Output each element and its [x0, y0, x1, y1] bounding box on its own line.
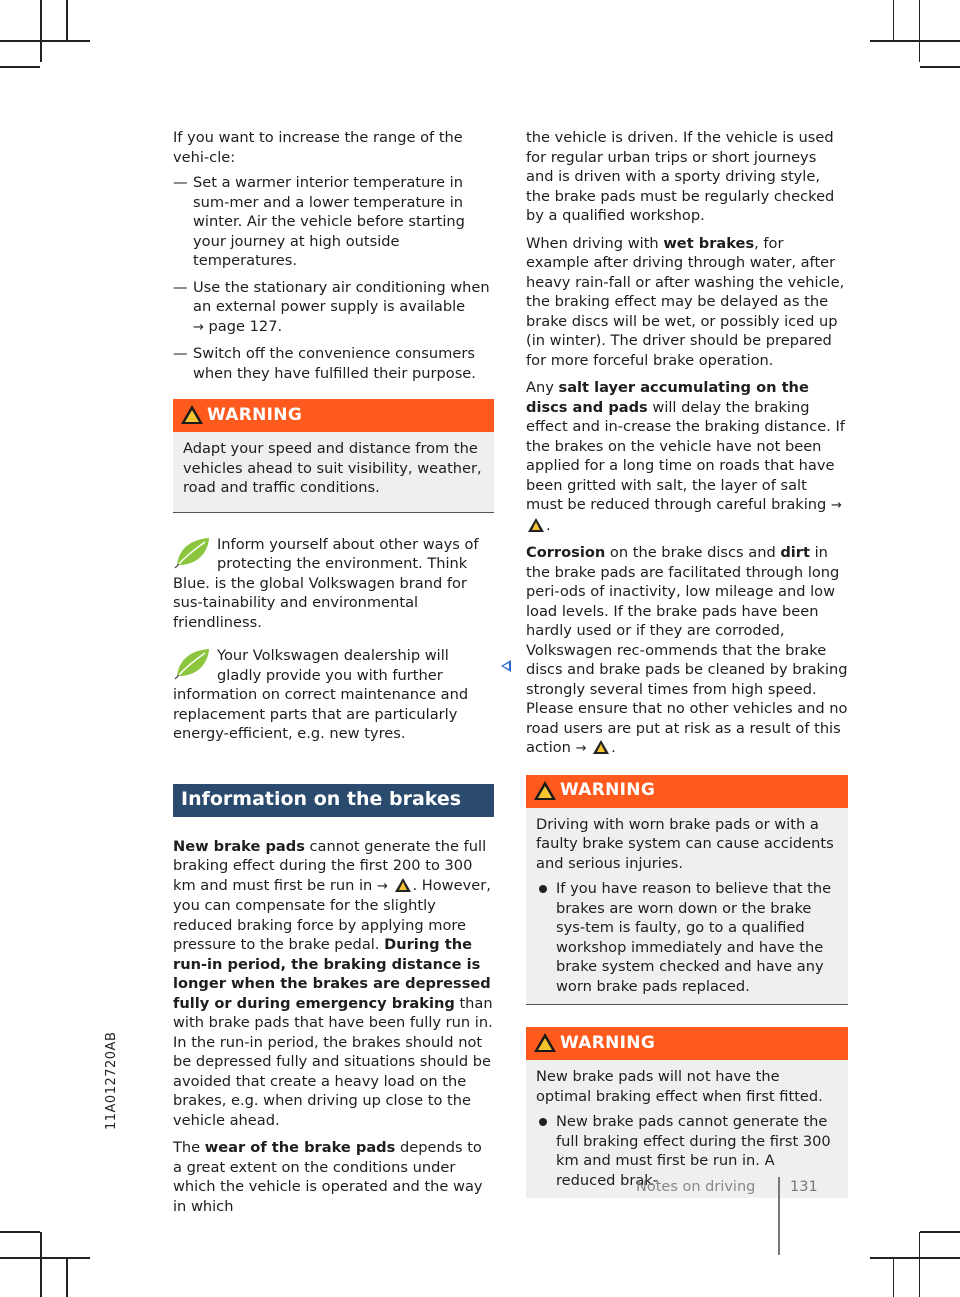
end-of-section-marker-icon	[501, 660, 511, 672]
bullet-text: New brake pads cannot generate the full braking effect during the first 300 km and must first be run in. A reduced brak-	[556, 1113, 831, 1189]
text-span: depends to a great extent on the conditions under which the vehicle is operated and the way in which	[173, 1139, 483, 1215]
arrow-icon: →	[193, 319, 204, 335]
crop-mark	[0, 40, 90, 42]
bullet-text: If you have reason to believe that the brakes are worn down or the brake sys-tem is faulty, go to a qualified workshop immediately and have the brake system checked and have any worn brake pads replaced.	[556, 880, 832, 995]
warning-bullet	[536, 879, 838, 996]
left-column	[173, 128, 494, 1224]
warning-text: New brake pads will not have the optimal braking effect when first fitted.	[536, 1068, 823, 1105]
paragraph	[173, 1138, 494, 1216]
crop-mark	[920, 1231, 960, 1233]
warning-box	[526, 775, 848, 1006]
section-heading: Information on the brakes	[173, 784, 494, 817]
warning-header	[526, 1027, 848, 1060]
dash-item	[173, 278, 494, 338]
paragraph	[526, 234, 848, 371]
text-span: Any	[526, 379, 559, 396]
footer-divider	[778, 1177, 780, 1255]
text-span: The	[173, 1139, 205, 1156]
bold-term: During the run-in period, the braking distance is longer when the brakes are depressed fully or during emergency braking	[173, 936, 491, 1012]
arrow-icon: →	[376, 878, 388, 894]
dash-item	[173, 173, 494, 271]
environment-tip	[173, 646, 494, 744]
warning-text: Adapt your speed and distance from the vehicles ahead to suit visibility, weather, road and traffic conditions.	[183, 440, 482, 496]
warning-body	[173, 432, 494, 512]
text-span: than with brake pads that have been fully run in. In the run-in period, the brakes should not be depressed fully and situations should be avoided that create a heavy load on the brakes, e.g. when driving up close to the vehicle ahead.	[173, 994, 493, 1129]
warning-header	[526, 775, 848, 808]
dash-mark: —	[173, 278, 188, 296]
warning-triangle-icon[interactable]	[528, 518, 544, 532]
warning-header	[173, 399, 494, 432]
leaf-icon	[173, 646, 213, 680]
crop-mark	[920, 66, 960, 68]
dash-mark: —	[173, 174, 188, 191]
dash-text: Switch off the convenience consumers when they have fulfilled their purpose.	[193, 345, 476, 382]
bullet-icon	[539, 885, 547, 893]
crop-mark	[66, 1257, 68, 1297]
paragraph	[173, 837, 494, 1131]
text-span: When driving with	[526, 234, 664, 252]
bold-term: wet brakes	[663, 234, 755, 252]
crop-mark	[0, 1231, 40, 1233]
bold-term: wear of the brake pads	[204, 1139, 396, 1156]
warning-title: WARNING	[560, 780, 656, 801]
warning-triangle-icon[interactable]	[593, 740, 609, 754]
intro-text: If you want to increase the range of the vehi-cle:	[173, 129, 463, 166]
crop-mark	[893, 1257, 895, 1297]
tip-text: Your Volkswagen dealership will gladly provide you with further information on correct maintenance and replacement parts that are particularly energy-efficient, e.g. new tyres.	[173, 647, 469, 742]
warning-icon	[534, 781, 556, 800]
page-reference-link[interactable]: page 127.	[208, 317, 283, 335]
warning-text: Driving with worn brake pads or with a faulty brake system can cause accidents and serious injuries.	[536, 815, 834, 872]
crop-mark	[893, 0, 895, 40]
dash-text: Use the stationary air conditioning when an external power supply is available	[193, 278, 490, 315]
crop-mark	[0, 1257, 90, 1259]
warning-body	[526, 808, 848, 1005]
bold-term: dirt	[780, 544, 810, 561]
dash-mark: —	[173, 345, 188, 362]
warning-title: WARNING	[207, 404, 303, 425]
environment-tip	[173, 535, 494, 633]
paragraph: the vehicle is driven. If the vehicle is used for regular urban trips or short journeys and is driven with a sporty driving style, the brake pads must be regularly checked by a qualified workshop.	[526, 129, 835, 224]
bold-term: salt layer accumulating on the discs and pads	[526, 379, 809, 416]
warning-box	[173, 399, 494, 513]
text-span: . However, you can compensate for the slightly reduced braking force by applying more pressure to the brake pedal.	[173, 876, 491, 953]
warning-triangle-icon[interactable]	[395, 878, 411, 892]
leaf-icon	[173, 535, 213, 569]
text-span: cannot generate the full braking effect during the first 200 to 300 km and must first be run in	[173, 837, 487, 894]
crop-mark	[40, 0, 42, 62]
text-span: will delay the braking effect and in-crease the braking distance. If the brakes on the vehicle have not been applied for a long time on roads that have been gritted with salt, the layer of salt must be reduced through careful braking	[526, 398, 845, 513]
arrow-icon: →	[830, 498, 842, 513]
crop-mark	[919, 1232, 921, 1297]
warning-box	[526, 1027, 848, 1198]
arrow-icon: →	[575, 741, 587, 756]
crop-mark	[40, 1232, 42, 1297]
bold-term: Corrosion	[526, 544, 606, 561]
tip-text: Inform yourself about other ways of protecting the environment. Think Blue. is the global Volkswagen brand for sus-tainability and environmental friendliness.	[173, 535, 479, 631]
page-number: 131	[790, 1179, 818, 1195]
crop-mark	[870, 40, 960, 42]
right-column	[526, 128, 848, 1220]
dash-item	[173, 344, 494, 383]
text-span: , for example after driving through water, after heavy rain-fall or after washing the vehicle, the braking effect may be delayed as the brake discs will be wet, or possibly iced up (in winter). The driver should be prepared for more forceful brake operation.	[526, 234, 845, 369]
bold-term: New brake pads	[173, 837, 305, 855]
crop-mark	[0, 66, 40, 68]
document-code: 11A012720AB	[104, 1031, 119, 1130]
footer-section-title: Notes on driving	[636, 1179, 756, 1195]
text-span: in the brake pads are facilitated through long peri-ods of inactivity, low mileage and low load levels. If the brake pads have been hardly used or if they are corroded, Volkswagen rec-ommends that the brake discs and brake pads be cleaned by braking strongly several times from high speed. Please ensure that no other vehicles and no road users are put at risk as a result of this action	[526, 544, 848, 756]
text-span: on the brake discs and	[605, 544, 781, 561]
crop-mark	[66, 0, 68, 40]
crop-mark	[919, 0, 921, 62]
warning-icon	[181, 405, 203, 424]
crop-mark	[870, 1257, 960, 1259]
bullet-icon	[539, 1118, 547, 1126]
paragraph: Any salt layer accumulating on the discs and pads will delay the braking effect and in-crease the braking distance. If the brakes on the vehicle have not been applied for a long time on roads that have been gritted with salt, the layer of salt must be reduced through careful braking → .	[526, 379, 845, 534]
paragraph: Corrosion on the brake discs and dirt in the brake pads are facilitated through long peri-ods of inactivity, low mileage and low load levels. If the brake pads have been hardly used or if they are corroded, Volkswagen rec-ommends that the brake discs and brake pads be cleaned by braking strongly several times from high speed. Please ensure that no other vehicles and no road users are put at risk as a result of this action → .	[526, 544, 848, 756]
warning-icon	[534, 1033, 556, 1052]
dash-text: Set a warmer interior temperature in sum-mer and a lower temperature in winter. Air the vehicle before starting your journey at high outside temperatures.	[193, 174, 465, 269]
warning-title: WARNING	[560, 1032, 656, 1053]
